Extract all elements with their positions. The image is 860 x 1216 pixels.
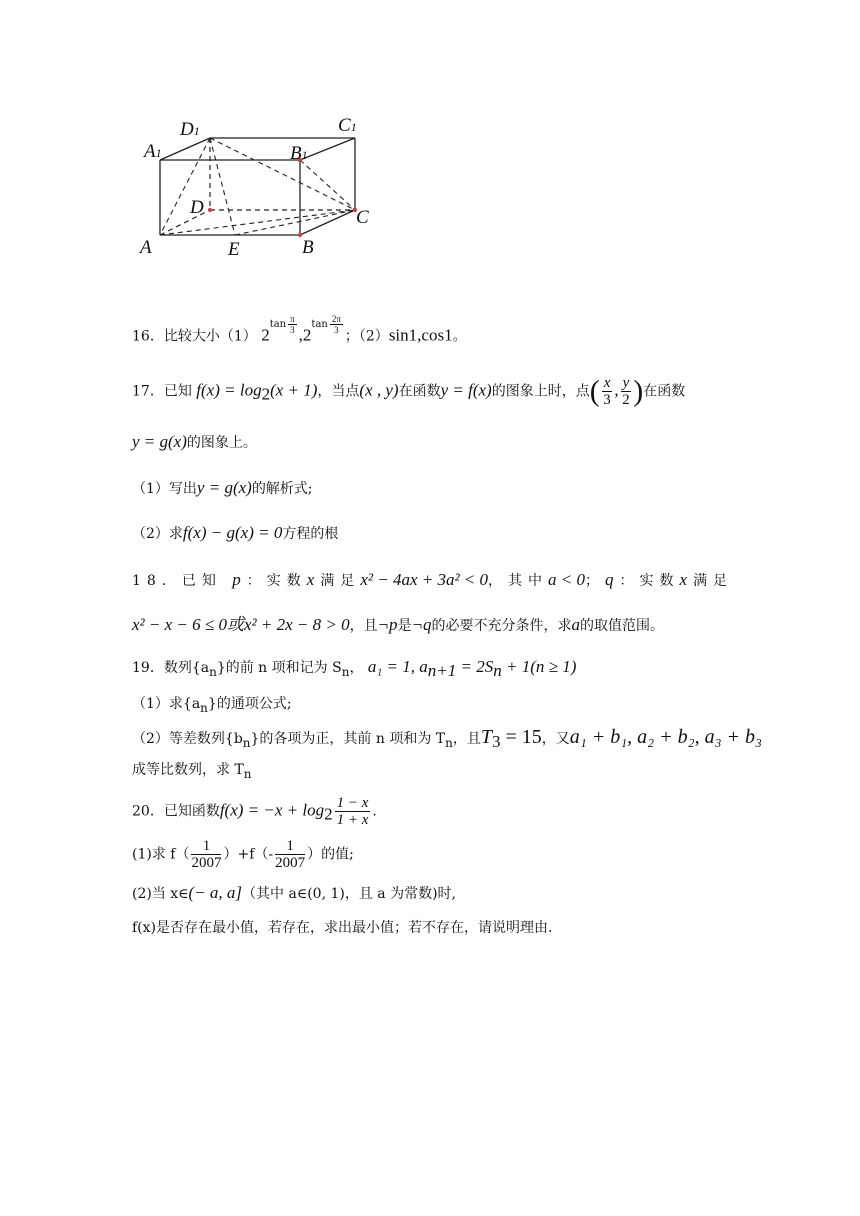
question-17: 17．已知 $f(x) = \log_2(x + 1)$，当点(x , y)在函数y = f(x)的图象上时，点( $\frac{x}{3}$ , $\frac{y}{2}$ )在函数 (132, 374, 686, 408)
question-19: 19．数列$\{a_n\}$的前 n 项和记为 $S_n$， a₁ = 1, $a_{n+1} = 2S_n + 1(n \ge 1)$ (132, 657, 577, 680)
label-e: E (228, 239, 240, 260)
question-20-part2: (2)当 x∈(− a, a]（其中 a∈(0, 1)，且 a 为常数)时, (132, 883, 457, 902)
question-17-line2: y = g(x)的图象上。 (132, 432, 257, 451)
label-b1: B1 (290, 143, 308, 164)
label-b: B (302, 237, 314, 258)
question-16: 16．比较大小（1） $2^{tan \frac{\pi}{3}}$ $,2^{tan \frac{2\pi}{3}}$ ；（2）sin1,cos1。 (132, 314, 467, 345)
question-20-part3: f(x)是否存在最小值，若存在，求出最小值；若不存在，请说明理由. (132, 920, 553, 936)
label-c1: C1 (338, 115, 357, 136)
question-18-line2: x² − x − 6 ≤ 0或x² + 2x − 8 > 0，且¬p是¬q的必要不充分条件，求a的取值范围。 (132, 615, 665, 634)
question-18: 18．已知 p：实数x满足x² − 4ax + 3a² < 0，其中a < 0；q：实数x满足 (132, 570, 734, 589)
question-19-part3: 成等比数列，求 $T_n$ (132, 762, 252, 781)
label-a1: A1 (144, 141, 162, 162)
question-20: 20．已知函数$f(x) = -x + \log_2$ $\frac{1 - x}{1 + x}$ . (132, 795, 377, 828)
prism-figure (130, 105, 390, 275)
question-20-part1: (1)求 f（ $\frac{1}{2007}$ ）+f（- $\frac{1}{2007}$ ）的值; (132, 838, 354, 871)
label-d1: D1 (180, 119, 200, 140)
question-17-part1: （1）写出y = g(x)的解析式; (132, 478, 313, 497)
question-17-part2: （2）求f(x) − g(x) = 0方程的根 (132, 523, 339, 542)
question-19-part1: （1）求$\{a_n\}$的通项公式; (132, 696, 292, 715)
label-c: C (356, 207, 369, 228)
label-a: A (140, 237, 152, 258)
question-19-part2: （2）等差数列$\{b_n\}$的各项为正，其前 n 项和为 $T_n$，且$T_3 = 15$，又a₁ + b₁, a₂ + b₂, a₃ + b₃ (132, 726, 762, 751)
label-d: D (190, 197, 204, 218)
